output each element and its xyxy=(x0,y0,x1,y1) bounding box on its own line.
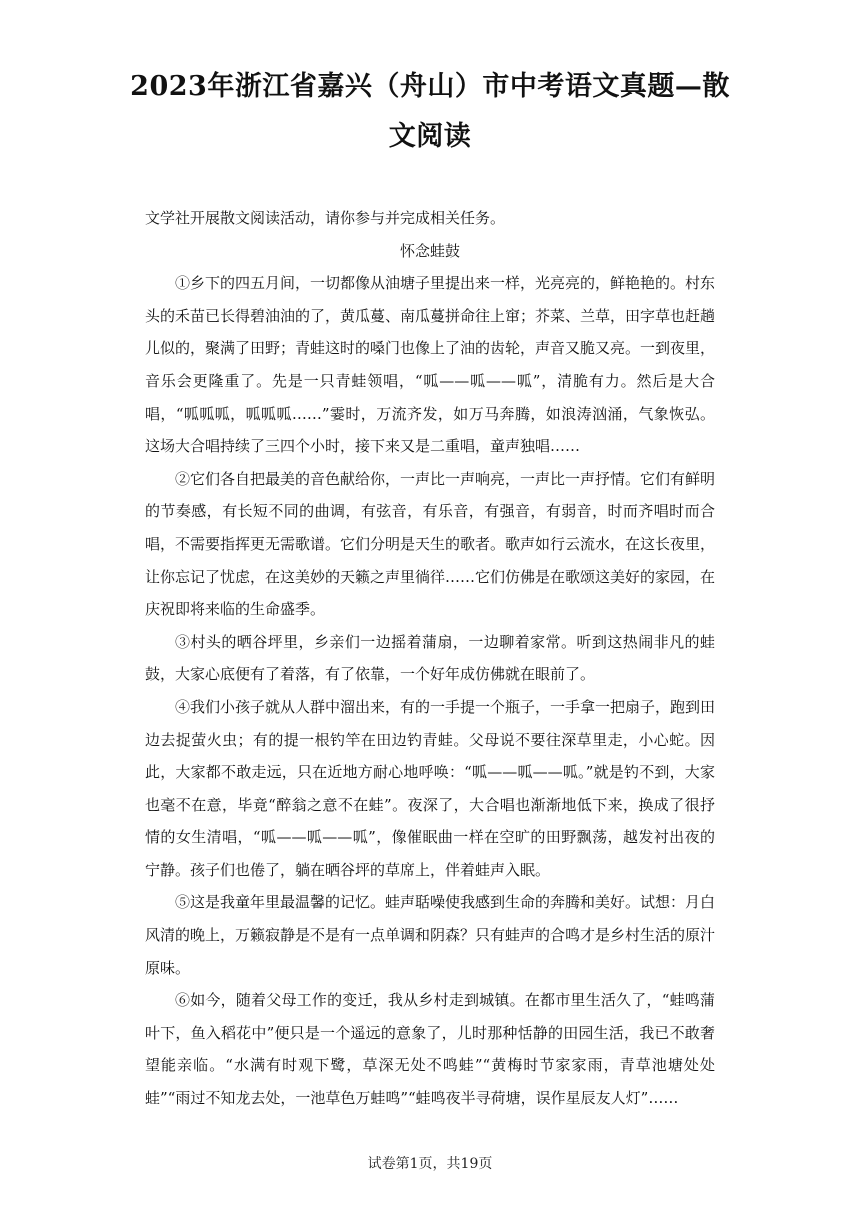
intro-text: 文学社开展散文阅读活动，请你参与并完成相关任务。 xyxy=(145,209,506,227)
paragraph-5: ⑤这是我童年里最温馨的记忆。蛙声聒噪使我感到生命的奔腾和美好。试想：月白风清的晚上，万籁寂静是不是有一点单调和阴森？只有蛙声的合鸣才是乡村生活的原汁原味。 xyxy=(145,893,716,977)
page-footer: 试卷第1页，共19页 xyxy=(367,1156,493,1172)
paragraph-1: ①乡下的四五月间，一切都像从油塘子里提出来一样，光亮亮的，鲜艳艳的。村东头的禾苗已长得碧油油的了，黄瓜蔓、南瓜蔓拼命往上窜；芥菜、兰草，田字草也赶趟儿似的，聚满了田野；青蛙这时的嗓门也像上了油的齿轮，声音又脆又亮。一到夜里，音乐会更隆重了。先是一只青蛙领唱，“呱——呱——呱”，清脆有力。然后是大合唱，“呱呱呱，呱呱呱……”霎时，万流齐发，如万马奔腾，如浪涛汹涌，气象恢弘。这场大合唱持续了三四个小时，接下来又是二重唱，童声独唱…… xyxy=(145,274,716,456)
paragraph-2: ②它们各自把最美的音色献给你，一声比一声响亮，一声比一声抒情。它们有鲜明的节奏感，有长短不同的曲调，有弦音，有乐音，有强音，有弱音，时而齐唱时而合唱，不需要指挥更无需歌谱。它们分明是天生的歌者。歌声如行云流水，在这长夜里，让你忘记了忧虑，在这美妙的天籁之声里徜徉……它们仿佛是在歌颂这美好的家园，在庆祝即将来临的生命盛季。 xyxy=(145,469,716,619)
document-title: 2023年浙江省嘉兴（舟山）市中考语文真题—散文阅读 xyxy=(130,71,730,152)
essay-title: 怀念蛙鼓 xyxy=(399,241,460,260)
paragraph-6: ⑥如今，随着父母工作的变迁，我从乡村走到城镇。在都市里生活久了，“蛙鸣蒲叶下，鱼入稻花中”便只是一个遥远的意象了，儿时那种恬静的田园生活，我已不敢奢望能亲临。“水满有时观下鹭，草深无处不鸣蛙”“黄梅时节家家雨，青草池塘处处蛙”“雨过不知龙去处，一池草色万蛙鸣”“蛙鸣夜半寻荷塘，误作星辰友人灯”…… xyxy=(145,991,715,1108)
document-body xyxy=(145,202,715,1115)
paragraph-3: ③村头的晒谷坪里，乡亲们一边摇着蒲扇，一边聊着家常。听到这热闹非凡的蛙鼓，大家心底便有了着落，有了依靠，一个好年成仿佛就在眼前了。 xyxy=(145,632,715,684)
paragraph-4: ④我们小孩子就从人群中溜出来，有的一手提一个瓶子，一手拿一把扇子，跑到田边去捉萤火虫；有的提一根钓竿在田边钓青蛙。父母说不要往深草里走，小心蛇。因此，大家都不敢走远，只在近地方耐心地呼唤：“呱——呱——呱。”就是钓不到，大家也毫不在意，毕竟“醉翁之意不在蛙”。夜深了，大合唱也渐渐地低下来，换成了很抒情的女生清唱，“呱——呱——呱”，像催眠曲一样在空旷的田野飘荡，越发衬出夜的宁静。孩子们也倦了，躺在晒谷坪的草席上，伴着蛙声入眠。 xyxy=(145,697,716,879)
